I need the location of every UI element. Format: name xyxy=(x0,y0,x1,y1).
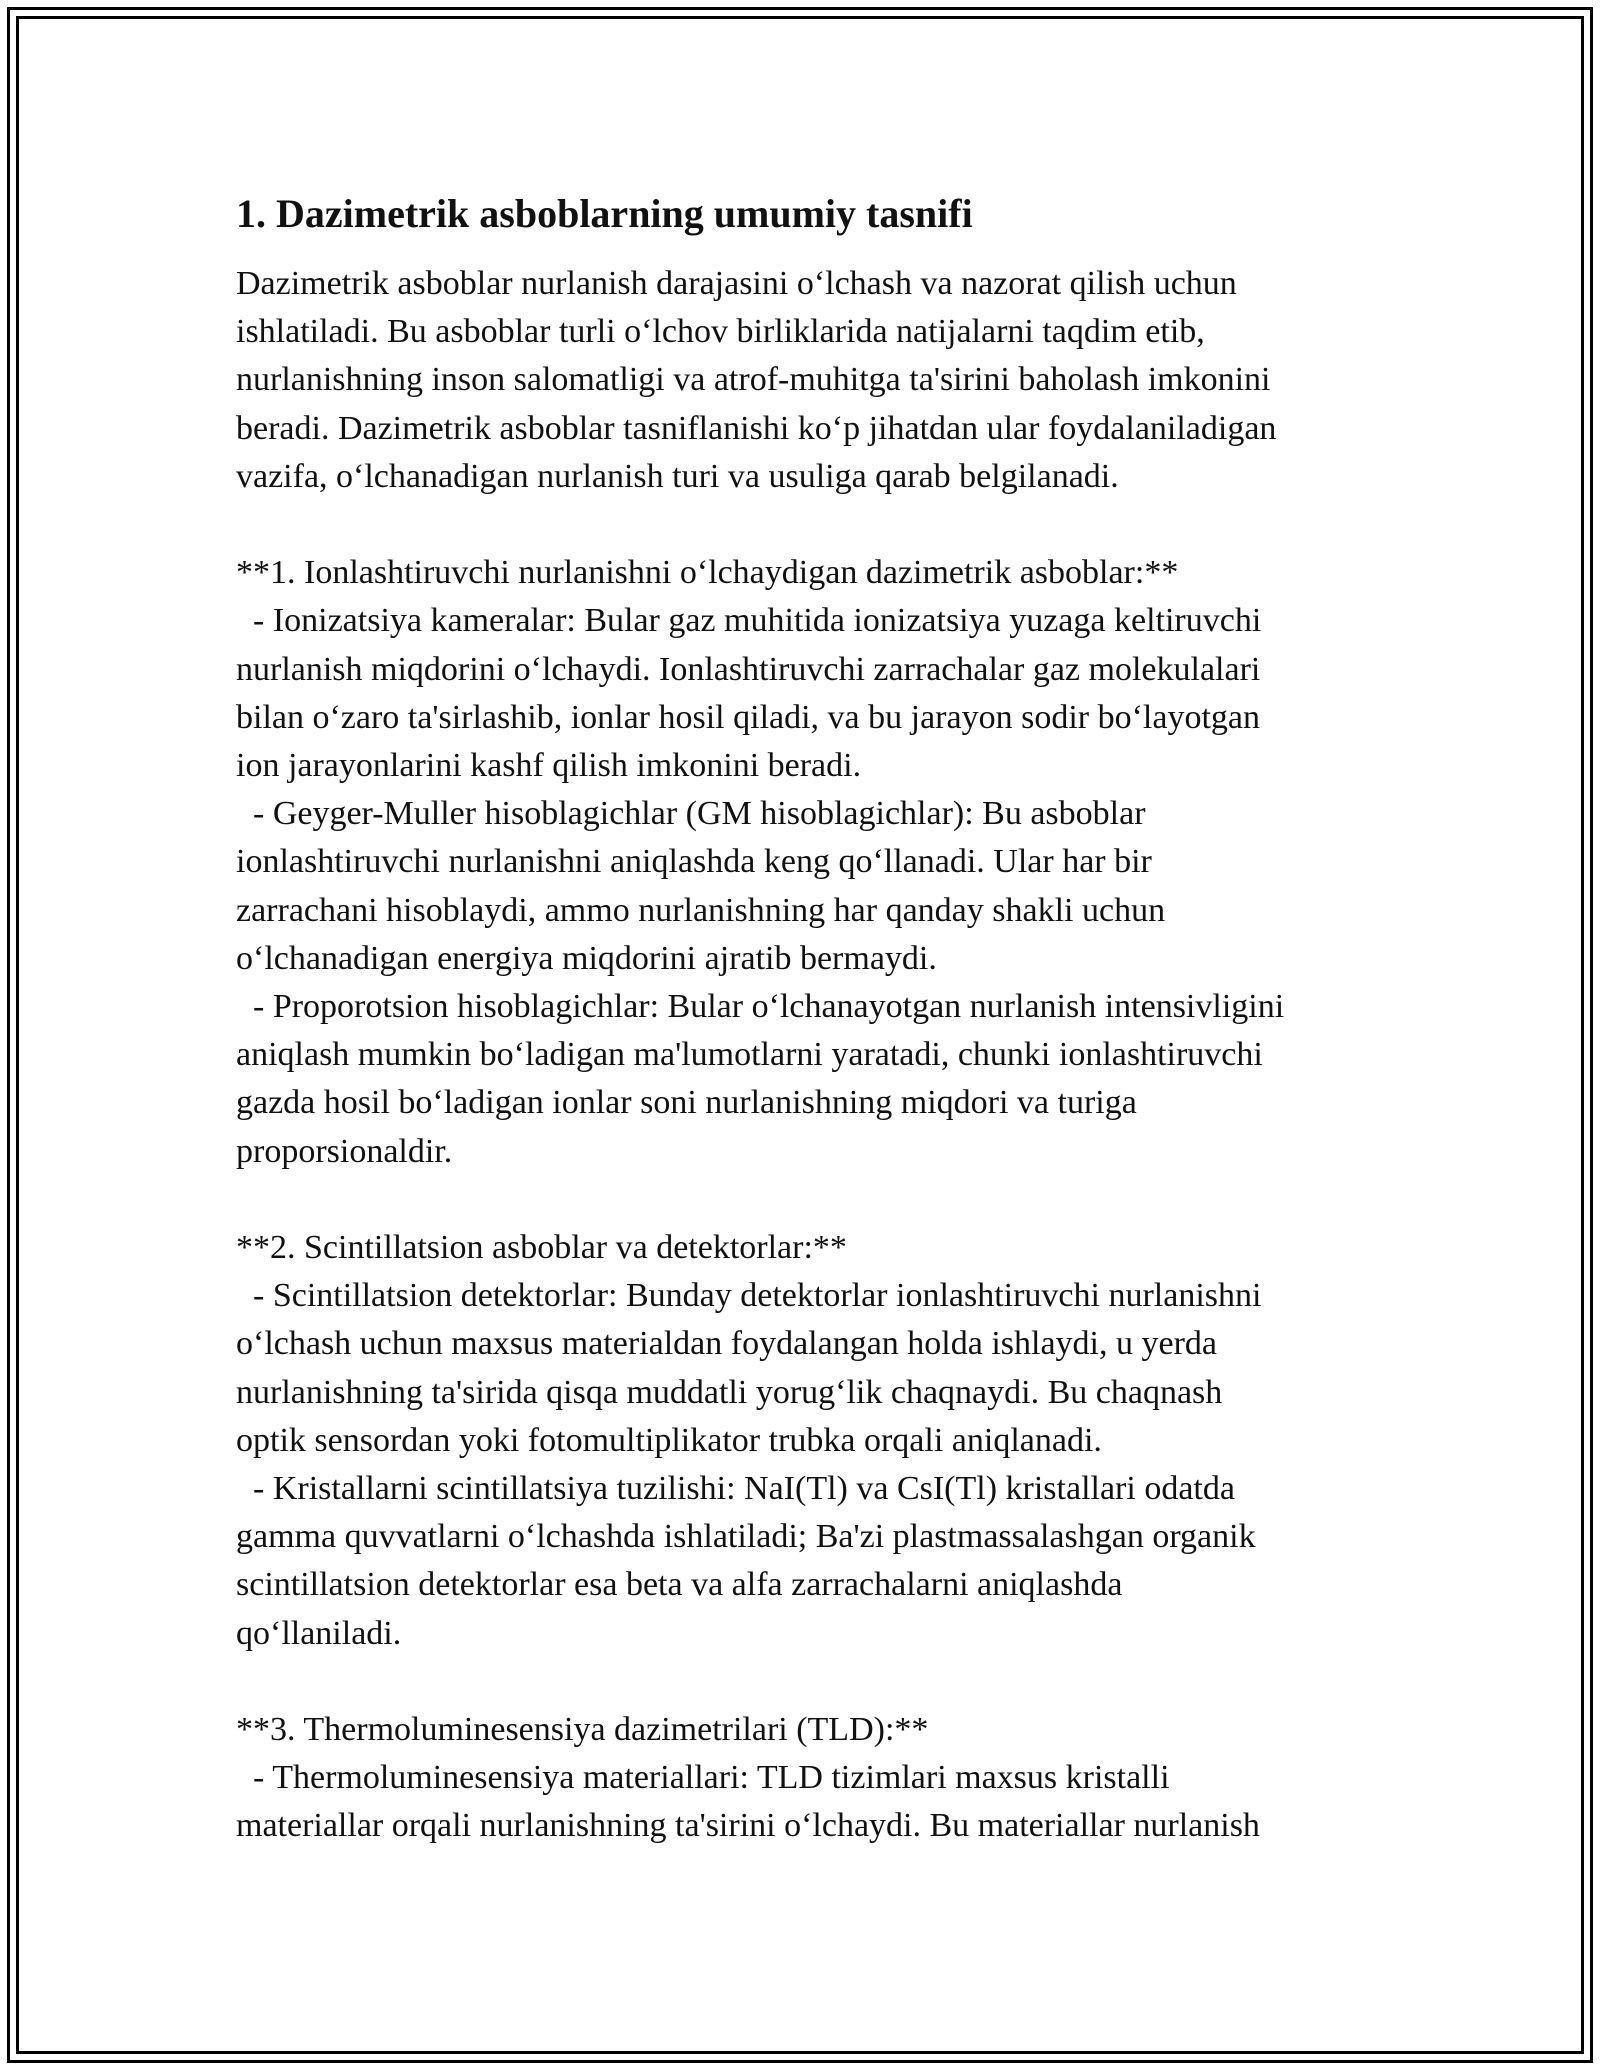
section-2 xyxy=(236,1224,1386,1658)
text-line: nurlanish miqdorini o‘lchaydi. Ionlashtiruvchi zarrachalar gaz molekulalari xyxy=(236,650,1261,688)
text-line: gamma quvvatlarni o‘lchashda ishlatiladi; Ba'zi plastmassalashgan organik xyxy=(236,1518,1256,1556)
text-line: ionlashtiruvchi nurlanishni aniqlashda keng qo‘llanadi. Ular har bir xyxy=(236,843,1152,881)
text-line: - Geyger-Muller hisoblagichlar (GM hisoblagichlar): Bu asboblar xyxy=(236,795,1146,833)
text-line: vazifa, o‘lchanadigan nurlanish turi va usuliga qarab belgilanadi. xyxy=(236,457,1119,495)
intro-paragraph xyxy=(236,260,1386,501)
text-line: zarrachani hisoblaydi, ammo nurlanishning har qanday shakli uchun xyxy=(236,891,1166,929)
text-line: o‘lchash uchun maxsus materialdan foydalangan holda ishlaydi, u yerda xyxy=(236,1325,1217,1363)
text-line: o‘lchanadigan energiya miqdorini ajratib bermaydi. xyxy=(236,939,937,977)
text-line: qo‘llaniladi. xyxy=(236,1614,402,1652)
text-line: ishlatiladi. Bu asboblar turli o‘lchov birliklarida natijalarni taqdim etib, xyxy=(236,313,1205,351)
text-line: nurlanishning ta'sirida qisqa muddatli yorug‘lik chaqnaydi. Bu chaqnash xyxy=(236,1373,1223,1411)
text-line: aniqlash mumkin bo‘ladigan ma'lumotlarni yaratadi, chunki ionlashtiruvchi xyxy=(236,1036,1263,1074)
text-line: bilan o‘zaro ta'sirlashib, ionlar hosil qiladi, va bu jarayon sodir bo‘layotgan xyxy=(236,698,1260,736)
section-3 xyxy=(236,1706,1386,1851)
section-1-title: **1. Ionlashtiruvchi nurlanishni o‘lchaydigan dazimetrik asboblar:** xyxy=(236,554,1179,592)
section-heading: 1. Dazimetrik asboblarning umumiy tasnifi xyxy=(236,191,973,236)
section-3-title: **3. Thermoluminesensiya dazimetrilari (TLD):** xyxy=(236,1711,929,1749)
text-line: scintillatsion detektorlar esa beta va alfa zarrachalarni aniqlashda xyxy=(236,1566,1123,1604)
text-line: - Proporotsion hisoblagichlar: Bular o‘lchanayotgan nurlanish intensivligini xyxy=(236,988,1285,1026)
paragraph-gap xyxy=(236,1176,1386,1224)
text-line: proporsionaldir. xyxy=(236,1132,453,1170)
section-2-title: **2. Scintillatsion asboblar va detektorlar:** xyxy=(236,1229,847,1267)
text-line: gazda hosil bo‘ladigan ionlar soni nurlanishning miqdori va turiga xyxy=(236,1084,1137,1122)
paragraph-gap xyxy=(236,501,1386,549)
text-line: - Thermoluminesensiya materiallari: TLD tizimlari maxsus kristalli xyxy=(236,1759,1170,1797)
text-line: materiallar orqali nurlanishning ta'sirini o‘lchaydi. Bu materiallar nurlanish xyxy=(236,1807,1260,1845)
text-line: nurlanishning inson salomatligi va atrof-muhitga ta'sirini baholash imkonini xyxy=(236,361,1271,399)
document-body xyxy=(236,190,1386,1851)
text-line: - Ionizatsiya kameralar: Bular gaz muhitida ionizatsiya yuzaga keltiruvchi xyxy=(236,602,1262,640)
text-line: - Scintillatsion detektorlar: Bunday detektorlar ionlashtiruvchi nurlanishni xyxy=(236,1277,1262,1315)
section-1 xyxy=(236,549,1386,1176)
text-line: ion jarayonlarini kashf qilish imkonini beradi. xyxy=(236,747,862,785)
text-line: beradi. Dazimetrik asboblar tasniflanishi ko‘p jihatdan ular foydalaniladigan xyxy=(236,409,1277,447)
paragraph-gap xyxy=(236,1658,1386,1706)
text-line: - Kristallarni scintillatsiya tuzilishi: NaI(Tl) va CsI(Tl) kristallari odatda xyxy=(236,1470,1235,1508)
text-line: optik sensordan yoki fotomultiplikator trubka orqali aniqlanadi. xyxy=(236,1421,1102,1459)
text-line: Dazimetrik asboblar nurlanish darajasini o‘lchash va nazorat qilish uchun xyxy=(236,265,1237,302)
